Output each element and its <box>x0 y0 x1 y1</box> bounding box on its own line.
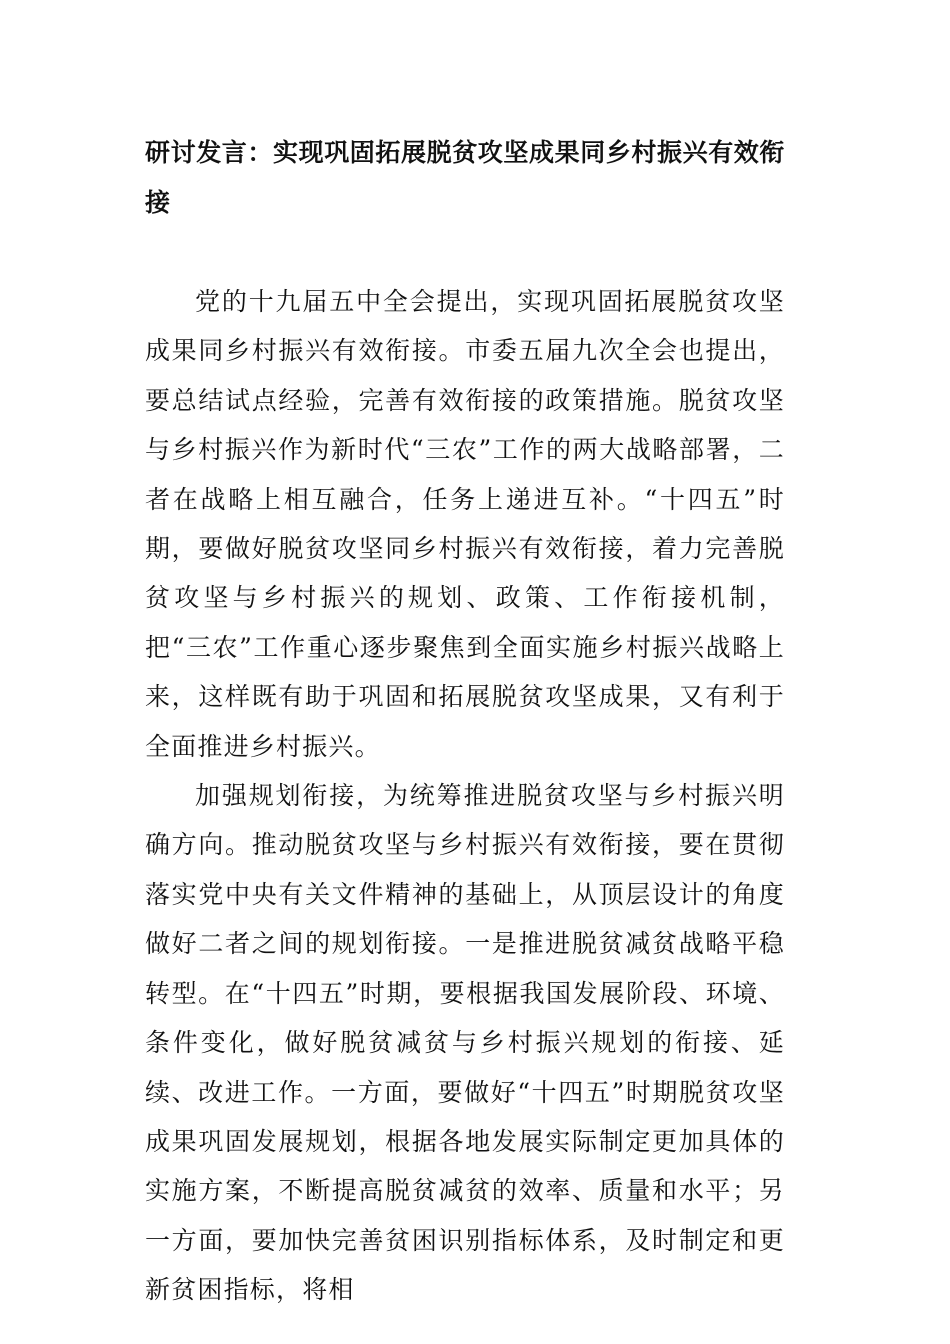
document-body <box>145 277 785 1315</box>
document-title: 研讨发言：实现巩固拓展脱贫攻坚成果同乡村振兴有效衔接 <box>145 138 786 217</box>
paragraph-2: 加强规划衔接，为统筹推进脱贫攻坚与乡村振兴明确方向。推动脱贫攻坚与乡村振兴有效衔接，要在贯彻落实党中央有关文件精神的基础上，从顶层设计的角度做好二者之间的规划衔接。一是推进脱贫减贫战略平稳转型。在“十四五”时期，要根据我国发展阶段、环境、条件变化，做好脱贫减贫与乡村振兴规划的衔接、延续、改进工作。一方面，要做好“十四五”时期脱贫攻坚成果巩固发展规划，根据各地发展实际制定更加具体的实施方案，不断提高脱贫减贫的效率、质量和水平；另一方面，要加快完善贫困识别指标体系，及时制定和更新贫困指标，将相 <box>145 781 785 1305</box>
paragraph-1: 党的十九届五中全会提出，实现巩固拓展脱贫攻坚成果同乡村振兴有效衔接。市委五届九次全会也提出，要总结试点经验，完善有效衔接的政策措施。脱贫攻坚与乡村振兴作为新时代“三农”工作的两大战略部署，二者在战略上相互融合，任务上递进互补。“十四五”时期，要做好脱贫攻坚同乡村振兴有效衔接，着力完善脱贫攻坚与乡村振兴的规划、政策、工作衔接机制，把“三农”工作重心逐步聚焦到全面实施乡村振兴战略上来，这样既有助于巩固和拓展脱贫攻坚成果，又有利于全面推进乡村振兴。 <box>145 287 785 761</box>
